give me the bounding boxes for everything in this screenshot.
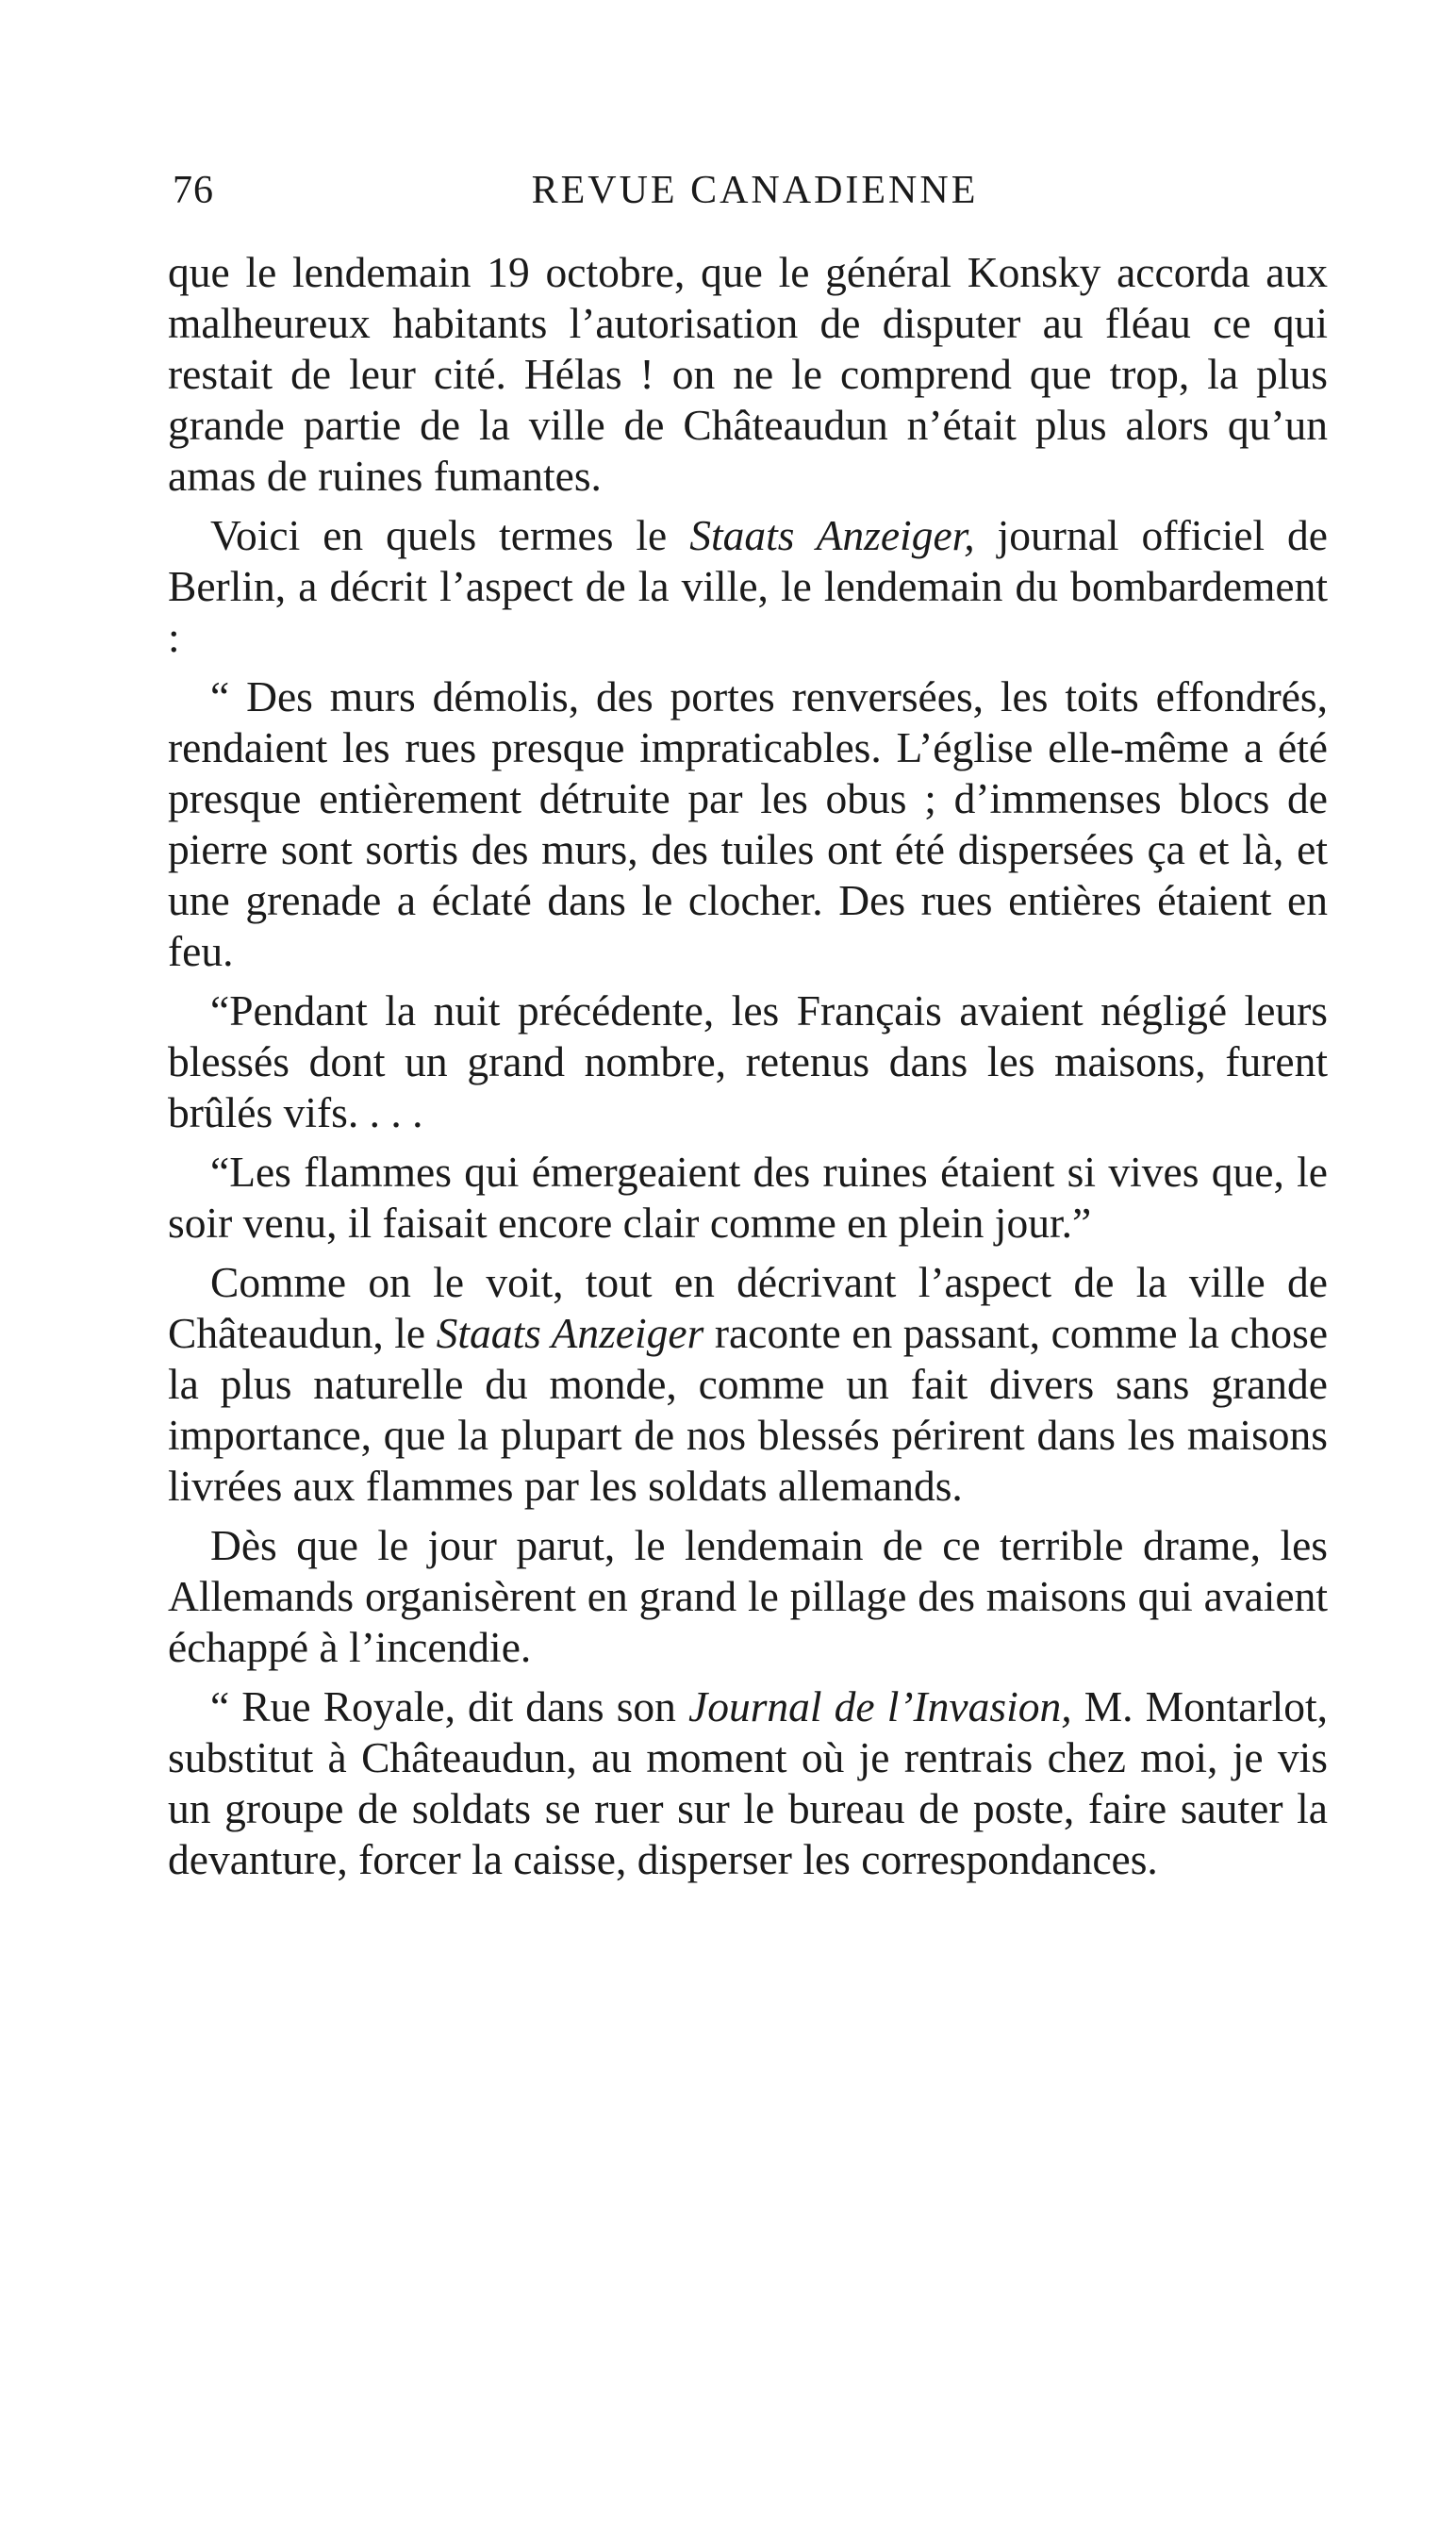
paragraph xyxy=(168,671,1328,977)
text-segment: M. Montarlot, substitut à Châteaudun, au moment où je rentrais chez moi, je vis un groupe de soldats se ruer sur le bureau de poste, faire sauter la devanture, forcer la caisse, disperser les correspondances. xyxy=(168,1682,1329,1883)
paragraph xyxy=(168,1520,1328,1673)
paragraph xyxy=(168,1147,1328,1249)
text-segment: Comme on le voit, tout en décrivant l’aspect de la ville de Châteaudun, le xyxy=(168,1258,1328,1357)
page-header xyxy=(173,168,1309,224)
text-segment: Voici en quels termes le xyxy=(210,511,690,559)
italic-title: Journal de l’Invasion, xyxy=(688,1682,1072,1730)
page-number: 76 xyxy=(173,169,214,212)
text-segment: “ Rue Royale, dit dans son xyxy=(210,1682,689,1730)
text-segment: “Les flammes qui émergeaient des ruines étaient si vives que, le soir venu, il faisait encore clair comme en plein jour.” xyxy=(168,1148,1328,1247)
paragraph xyxy=(168,1257,1328,1512)
text-segment: que le lendemain 19 octobre, que le général Konsky accorda aux malheureux habitants l’autorisation de disputer au fléau ce qui restait de leur cité. Hélas ! on ne le comprend que trop, la plus grande partie de la ville de Châteaudun n’était plus alors qu’un amas de ruines fumantes. xyxy=(168,248,1328,500)
running-title: REVUE CANADIENNE xyxy=(531,169,979,212)
text-segment: “ Des murs démolis, des portes renversées, les toits effondrés, rendaient les rues presque impraticables. L’église elle-même a été presque entièrement détruite par les obus ; d’immenses blocs de pierre sont sortis des murs, des tuiles ont été dispersées ça et là, et une grenade a éclaté dans le clocher. Des rues entières étaient en feu. xyxy=(168,672,1328,975)
text-segment: Dès que le jour parut, le lendemain de ce terrible drame, les Allemands organisèrent en grand le pillage des maisons qui avaient échappé à l’incendie. xyxy=(168,1521,1328,1671)
italic-title: Staats Anzeiger xyxy=(436,1309,704,1357)
italic-title: Staats Anzeiger, xyxy=(689,511,975,559)
body-text xyxy=(168,247,1328,1894)
paragraph xyxy=(168,1681,1328,1885)
text-segment: “Pendant la nuit précédente, les Français avaient négligé leurs blessés dont un grand nombre, retenus dans les maisons, furent brûlés vifs. . . . xyxy=(168,986,1328,1136)
text-segment: raconte en passant, comme la chose la plus naturelle du monde, comme un fait divers sans grande importance, que la plupart de nos blessés périrent dans les maisons livrées aux flammes par les soldats allemands. xyxy=(168,1309,1329,1510)
paragraph xyxy=(168,510,1328,663)
text-segment: journal officiel de Berlin, a décrit l’aspect de la ville, le lendemain du bombardement : xyxy=(168,511,1328,661)
paragraph xyxy=(168,247,1328,502)
paragraph xyxy=(168,985,1328,1138)
